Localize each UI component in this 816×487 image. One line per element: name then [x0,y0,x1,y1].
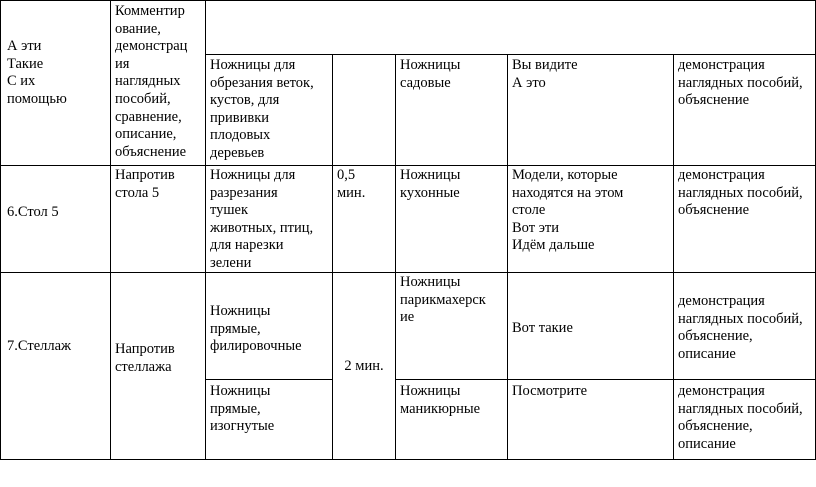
r3-c6: Вот такие [512,320,573,336]
hline-top-right [110,0,816,1]
r2-c5: Ножницы кухонные [400,167,461,201]
r2-c7: демонстрация наглядных пособий, объяснение [678,167,803,219]
vline-left [0,0,1,460]
r3-c7: демонстрация наглядных пособий, объяснение, описание [678,293,803,362]
r1-c6: Вы видите А это [512,57,578,91]
r3-c2: Напротив стеллажа [115,341,175,375]
r1-c3: Ножницы для обрезания веток, кустов, для прививки плодовых деревьев [210,57,314,161]
r4-c3: Ножницы прямые, изогнутые [210,383,275,435]
r1-c7: демонстрация наглядных пособий, объяснение [678,57,803,109]
r3-c1: 7.Стеллаж [7,338,72,354]
r2-c4: 0,5 мин. [337,167,366,201]
hline-bottom [0,459,816,460]
hline-row3-bottom-b [395,379,816,380]
r2-c2: Напротив стола 5 [115,167,175,201]
r3-c3: Ножницы прямые, филировочные [210,303,302,355]
r4-c6: Посмотрите [512,383,588,399]
hline-row3-bottom-a [205,379,332,380]
r2-c6: Модели, которые находятся на этом столе Вот эти Идём дальше [512,167,624,254]
r2-c1: 6.Стол 5 [7,204,59,220]
hline-header-split [205,54,816,55]
hline-row1-top-left [0,0,110,1]
r3-c5: Ножницы парикмахерск ие [400,274,486,326]
r2-c3: Ножницы для разрезания тушек животных, птиц, для нарезки зелени [210,167,314,271]
r1-c5: Ножницы садовые [400,57,461,91]
r4-c5: Ножницы маникюрные [400,383,481,417]
r3-c4: 2 мин. [344,358,384,374]
r1-c1: А эти Такие С их помощью [7,38,67,107]
r4-c7: демонстрация наглядных пособий, объяснение, описание [678,383,803,452]
r1-c2: Комментир ование, демонстрац ия наглядных пособий, сравнение, описание, объяснение [115,3,188,160]
r1-c4 [333,56,395,165]
